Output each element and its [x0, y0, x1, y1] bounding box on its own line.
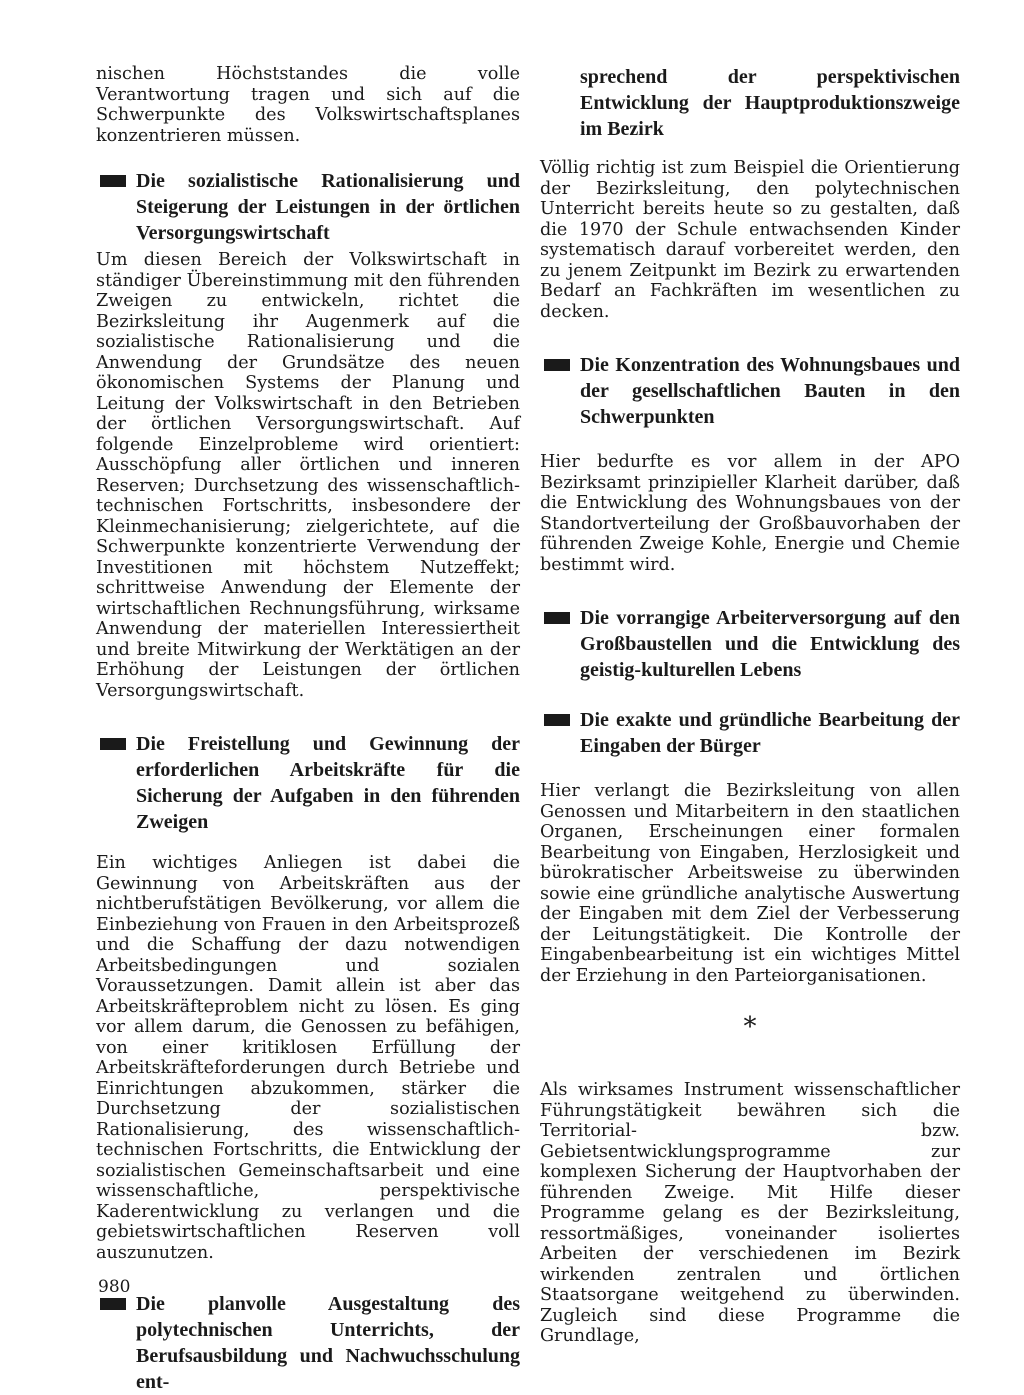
heading-text: sprechend der perspektivischen Entwicklung der Hauptproduktionszweige im Bezirk: [580, 66, 960, 140]
paragraph: Hier verlangt die Bezirksleitung von allen Genossen und Mitarbeitern in den staatlichen Organen, Erscheinungen einer formalen Bearbeitung von Eingaben, Herzlosigkeit und bürokratischer Arbeitsweise zu überwinden sowie eine gründliche analytische Auswertung der Eingaben mit dem Ziel der Verbesserung der Leitungstätigkeit. Die Kontrolle der Eingabenbearbeitung ist ein wichtiges Mittel der Erziehung in den Parteiorganisationen.: [540, 781, 960, 986]
bullet-marker: [100, 175, 126, 187]
bullet-marker: [544, 714, 570, 726]
bullet-marker: [544, 612, 570, 624]
heading-text: Die Konzentration des Wohnungsbaues und der gesellschaftlichen Bauten in den Schwerpunkten: [580, 354, 960, 428]
section-heading: [540, 605, 960, 683]
paragraph: nischen Höchststandes die volle Verantwortung tragen und sich auf die Schwerpunkte des Volkswirtschaftsplanes konzentrieren müssen.: [96, 64, 520, 146]
bullet-marker: [100, 738, 126, 750]
paragraph: Um diesen Bereich der Volkswirtschaft in ständiger Übereinstimmung mit den führenden Zweigen zu entwickeln, richtet die Bezirksleitung ihr Augenmerk auf die sozialistische Rationalisierung und die Anwendung der Grundsätze des neuen ökonomischen Systems der Planung und Leitung der Volkswirtschaft in den Betrieben der örtlichen Versorgungswirtschaft. Auf folgende Einzelprobleme wird orientiert: Ausschöpfung aller örtlichen und inneren Reserven; Durchsetzung des wissenschaftlich-technischen Fortschritts, insbesondere der Kleinmechanisierung; zielgerichtete, auf die Schwerpunkte konzentrierte Verwendung der Investitionen mit höchstem Nutzeffekt; schrittweise Anwendung der Elemente der wirtschaftlichen Rechnungsführung, wirksame Anwendung der materiellen Interessiertheit und breite Mitwirkung der Werktätigen an der Erhöhung der Leistungen der örtlichen Versorgungswirtschaft.: [96, 250, 520, 701]
paragraph: Ein wichtiges Anliegen ist dabei die Gewinnung von Arbeitskräften aus der nichtberufstätigen Bevölkerung, vor allem die Einbeziehung von Frauen in den Arbeitsprozeß und die Schaffung der dazu notwendigen Arbeitsbedingungen und sozialen Voraussetzungen. Damit allein ist aber das Arbeitskräfteproblem nicht zu lösen. Es ging vor allem darum, die Genossen zu befähigen, von einer kritiklosen Erfüllung der Arbeitskräfteforderungen durch Betriebe und Einrichtungen abzukommen, stärker die Durchsetzung der sozialistischen Rationalisierung, des wissenschaftlich-technischen Fortschritts, die Entwicklung der sozialistischen Gemeinschaftsarbeit und eine wissenschaftliche, perspektivische Kaderentwicklung zu verlangen und die gebietswirtschaftlichen Reserven voll auszunutzen.: [96, 853, 520, 1263]
heading-text: Die sozialistische Rationalisierung und Steigerung der Leistungen in der örtlichen Versorgungswirtschaft: [136, 170, 520, 244]
heading-text: Die Freistellung und Gewinnung der erforderlichen Arbeitskräfte für die Sicherung der Aufgaben in den führenden Zweigen: [136, 733, 520, 833]
right-column: [540, 64, 960, 1347]
bullet-marker: [100, 1298, 126, 1310]
paragraph: Hier bedurfte es vor allem in der APO Bezirksamt prinzipieller Klarheit darüber, daß die Entwicklung des Wohnungsbaues von der Standortverteilung der Großbauvorhaben der führenden Zweige Kohle, Energie und Chemie bestimmt wird.: [540, 452, 960, 575]
section-heading-continued: [540, 64, 960, 142]
paragraph: Völlig richtig ist zum Beispiel die Orientierung der Bezirksleitung, den polytechnischen Unterricht bereits heute so zu gestalten, daß die 1970 der Schule entwachsenden Kinder systematisch darauf vorbereitet werden, den zu jenem Zeitpunkt im Bezirk zu erwartenden Bedarf an Fachkräften im wesentlichen zu decken.: [540, 158, 960, 322]
heading-text: Die vorrangige Arbeiterversorgung auf den Großbaustellen und die Entwicklung des geistig-kulturellen Lebens: [580, 607, 960, 681]
heading-text: Die planvolle Ausgestaltung des polytechnischen Unterrichts, der Berufsausbildung und Nachwuchsschulung ent-: [136, 1293, 520, 1393]
heading-text: Die exakte und gründliche Bearbeitung der Eingaben der Bürger: [580, 709, 960, 757]
section-heading: [540, 352, 960, 430]
section-heading: [96, 168, 520, 246]
page-number: 980: [98, 1277, 131, 1297]
section-heading: [96, 731, 520, 835]
paragraph: Als wirksames Instrument wissenschaftlicher Führungstätigkeit bewähren sich die Territorial- bzw. Gebietsentwicklungsprogramme zur komplexen Sicherung der Hauptvorhaben der führenden Zweige. Mit Hilfe dieser Programme gelang es der Bezirksleitung, ressortmäßiges, voneinander isoliertes Arbeiten der verschiedenen im Bezirk wirkenden zentralen und örtlichen Staatsorgane weitgehend zu überwinden. Zugleich sind diese Programme die Grundlage,: [540, 1080, 960, 1346]
section-heading: [96, 1291, 520, 1395]
bullet-marker: [544, 359, 570, 371]
left-column: [96, 64, 520, 1395]
section-divider-star: *: [743, 1012, 757, 1042]
section-heading: [540, 707, 960, 759]
